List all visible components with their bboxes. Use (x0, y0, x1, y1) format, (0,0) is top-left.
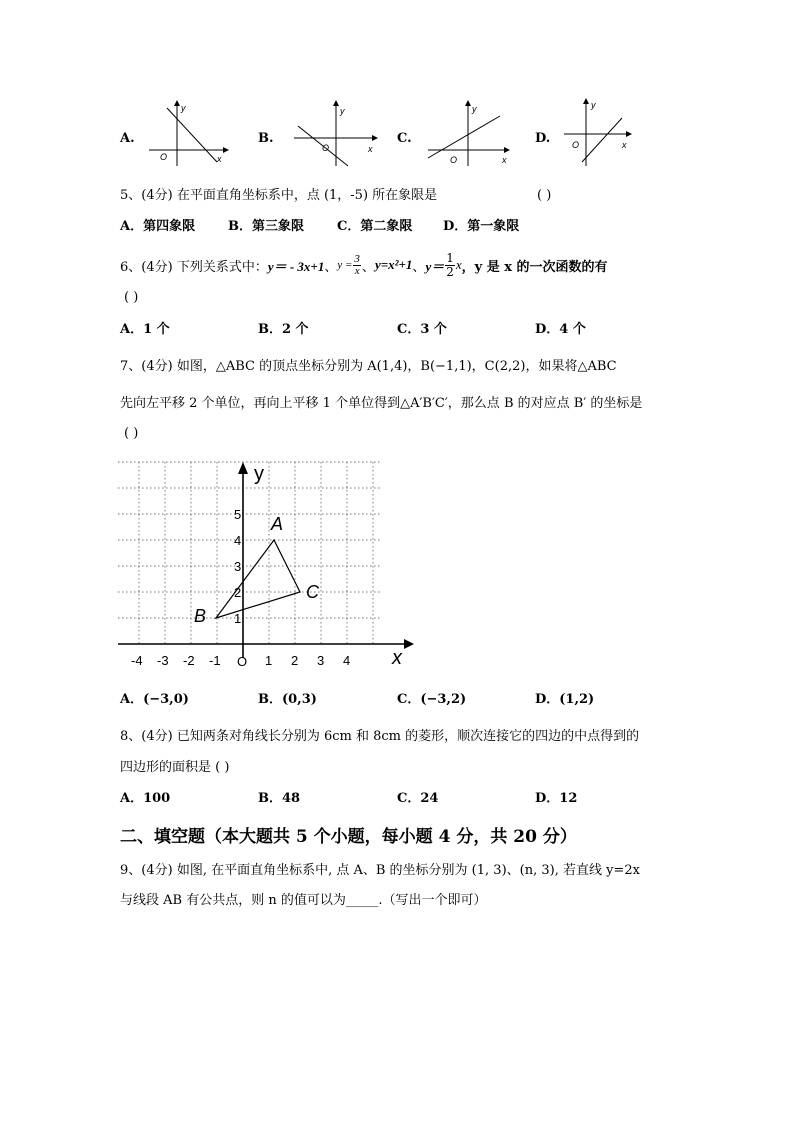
q7-point-c-label: C (306, 582, 319, 602)
q6-formula-4-lhs: y＝ (425, 258, 445, 274)
q8-line-1: 8、(4分) 已知两条对角线长分别为 6cm 和 8cm 的菱形，顺次连接它的四边的中点得到的 (120, 729, 640, 744)
q6-formula-2-lhs: y = (337, 259, 353, 271)
q4-c-origin-label: O (450, 155, 458, 165)
q7-line-1: 7、(4分) 如图，△ABC 的顶点坐标分别为 A(1,4)，B(−1,1)，C(2,2)，如果将△ABC (120, 359, 617, 374)
q6-option-a: A．1 个 (120, 322, 170, 337)
y-tick-label: 4 (234, 533, 242, 548)
q7-point-b-label: B (194, 606, 207, 626)
q6-formula-3: y=x²+1 (374, 257, 413, 272)
q5-bracket: ( ) (537, 188, 552, 203)
x-tick-label: -4 (131, 653, 143, 668)
q4-c-x-label: x (502, 155, 507, 165)
q7-x-axis-label: x (392, 647, 402, 669)
q4-a-y-label: y (181, 103, 186, 113)
q6-option-c: C．3 个 (397, 322, 447, 337)
y-tick-label: 3 (234, 559, 242, 574)
q6-sep-3: 、 (412, 259, 426, 275)
q7-y-tick-labels (234, 507, 241, 626)
q4-option-a-letter: A. (120, 131, 135, 146)
q4-c-y-label: y (472, 104, 477, 114)
q8-option-a: A．100 (120, 791, 171, 806)
q7-option-a: A．(−3,0) (120, 692, 189, 707)
x-tick-label: 3 (317, 653, 325, 668)
q4-option-d-letter: D. (535, 131, 551, 146)
q4-option-b-letter: B. (258, 131, 274, 146)
q6-suffix: ，y 是 x 的一次函数的有 (461, 259, 608, 275)
q6-formula-4-numerator: 1 (446, 250, 454, 265)
q5-option-c: C．第二象限 (337, 219, 413, 234)
q4-a-origin-label: O (160, 152, 168, 162)
q4-b-y-label: y (340, 106, 345, 116)
q4-graph-c (424, 100, 514, 168)
q5-stem: 5、(4分) 在平面直角坐标系中，点 (1，-5) 所在象限是 (120, 188, 438, 203)
q8-option-c: C．24 (397, 791, 439, 806)
x-tick-label: 2 (291, 653, 299, 668)
q6-option-b: B．2 个 (258, 322, 309, 337)
q6-sep-2: 、 (361, 259, 375, 275)
q9-line-2: 与线段 AB 有公共点，则 n 的值可以为_____.（写出一个即可） (120, 893, 487, 908)
q4-a-x-label: x (217, 154, 222, 164)
q9-line-1: 9、(4分) 如图, 在平面直角坐标系中, 点 A、B 的坐标分别为 (1, 3)、(n, 3), 若直线 y=2x (120, 863, 640, 878)
y-tick-label: 2 (234, 585, 242, 600)
q7-bracket: ( ) (124, 426, 139, 441)
q4-option-c-letter: C. (397, 131, 412, 146)
q4-d-x-label: x (622, 140, 627, 150)
x-tick-label: 4 (343, 653, 351, 668)
q4-d-origin-label: O (572, 140, 580, 150)
q6-formula-4-fraction (445, 252, 455, 279)
q8-line-2: 四边形的面积是 ( ) (120, 760, 230, 775)
q5-option-b: B．第三象限 (228, 219, 304, 234)
q6-formula-2-numerator: 3 (354, 252, 360, 265)
q7-triangle-abc (216, 540, 300, 618)
q6-prefix: 6、(4分) 下列关系式中： (120, 259, 268, 275)
q7-y-axis-arrow (238, 462, 248, 474)
q5-option-a: A．第四象限 (120, 219, 196, 234)
q6-formula-4-denominator: 2 (446, 264, 454, 279)
q5-option-d: D．第一象限 (443, 219, 520, 234)
q7-origin-label: O (237, 654, 248, 669)
q4-b-origin-label: O (322, 143, 330, 153)
q7-option-d: D．(1,2) (535, 692, 595, 707)
q4-b-x-label: x (368, 144, 373, 154)
y-tick-label: 1 (234, 611, 242, 626)
q6-sep-1: 、 (324, 259, 338, 275)
q7-coordinate-figure (118, 458, 418, 676)
q4-graph-a (145, 100, 230, 168)
q6-formula-1: y＝ - 3x+1 (267, 258, 325, 274)
q7-option-b: B．(0,3) (258, 692, 317, 707)
q8-option-d: D．12 (535, 791, 578, 806)
q7-x-axis-arrow (404, 639, 414, 649)
q4-d-y-label: y (591, 100, 596, 110)
q6-formula-2-denominator: x (354, 264, 360, 277)
y-tick-label: 5 (234, 507, 242, 522)
q6-stem (120, 248, 608, 282)
q7-point-a-label: A (271, 514, 284, 534)
q6-formula-2-fraction (353, 254, 361, 277)
q8-option-b: B．48 (258, 791, 301, 806)
section-2-heading: 二、填空题（本大题共 5 个小题，每小题 4 分，共 20 分） (120, 827, 577, 847)
q6-formula-4-var: x (455, 257, 462, 272)
x-tick-label: -3 (157, 653, 169, 668)
q7-y-axis-label: y (254, 463, 264, 485)
q6-option-d: D．4 个 (535, 322, 586, 337)
q7-option-c: C．(−3,2) (397, 692, 467, 707)
q7-line-2: 先向左平移 2 个单位，再向上平移 1 个单位得到△A′B′C′，那么点 B 的对应点 B′ 的坐标是 (120, 396, 643, 411)
q4-graph-b (290, 100, 380, 168)
x-tick-label: -1 (209, 653, 221, 668)
q7-grid (118, 462, 380, 644)
q6-bracket: ( ) (124, 290, 139, 305)
q4-graph-d (560, 98, 638, 170)
x-tick-label: 1 (265, 653, 273, 668)
x-tick-label: -2 (183, 653, 195, 668)
